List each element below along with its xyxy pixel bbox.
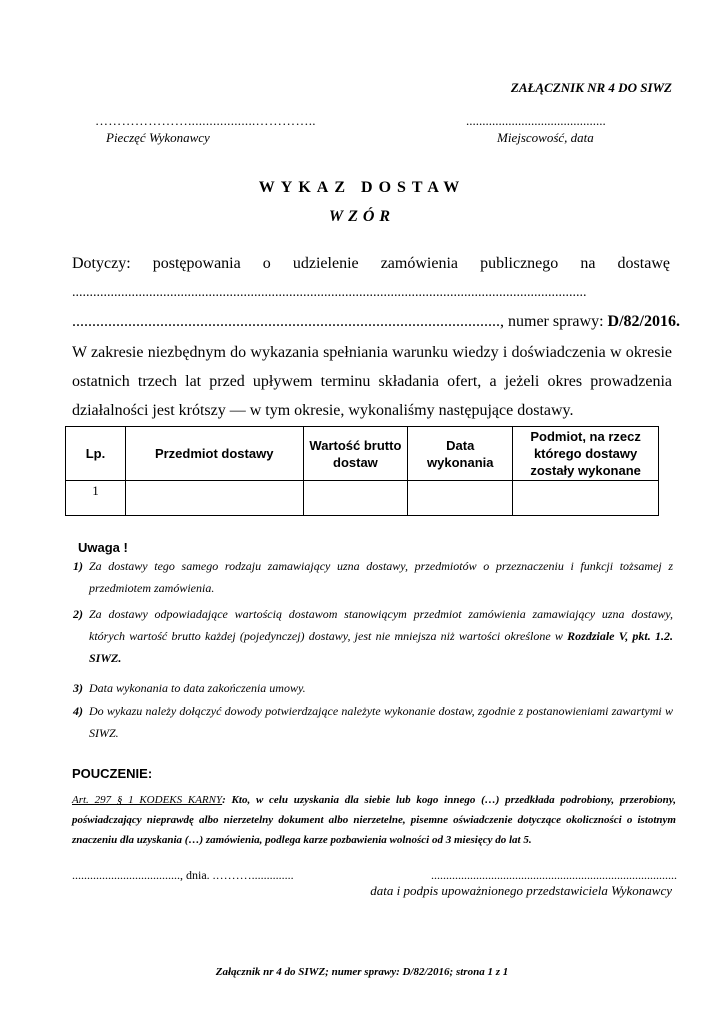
- place-dots: ...........................................: [466, 113, 606, 128]
- intro-word: dostawę: [617, 255, 670, 272]
- table-cell[interactable]: [303, 481, 408, 516]
- signature-label: data i podpis upoważnionego przedstawiciela Wykonawcy: [370, 883, 672, 898]
- note-text-wrapper: [73, 603, 673, 669]
- note-text: Za dostawy odpowiadające wartością dostawom stanowiącym przedmiot zamówienia zamawiający uzna dostawy, których wartość brutto każdej (pojedynczej) dostawy, jest nie mniejsza niż wartości określone w: [89, 607, 673, 643]
- document-title: WYKAZ DOSTAW: [258, 179, 466, 196]
- note-item: [73, 603, 673, 669]
- note-number: 4): [73, 704, 83, 718]
- annex-label: ZAŁĄCZNIK NR 4 DO SIWZ: [510, 80, 672, 95]
- date-place-field: ...................................., dnia. .………..............: [72, 868, 294, 882]
- article-reference: Art. 297 § 1 KODEKS KARNY: [72, 794, 223, 806]
- column-header: Data wykonania: [408, 427, 513, 481]
- pouczenie-heading: POUCZENIE:: [72, 766, 153, 781]
- intro-word: o: [262, 255, 271, 272]
- intro-word: na: [580, 255, 596, 272]
- note-number: 2): [73, 607, 83, 621]
- case-number-line: [72, 313, 680, 331]
- table-cell[interactable]: [408, 481, 513, 516]
- note-number: 3): [73, 681, 83, 695]
- intro-paragraph: W zakresie niezbędnym do wykazania spełniania warunku wiedzy i doświadczenia w okresie ostatnich trzech lat przed upływem terminu składania ofert, a jeżeli okres prowadzenia działalności jest krótszy — w tym okresie, wykonaliśmy następujące dostawy.: [72, 344, 672, 419]
- notes-heading: Uwaga !: [78, 540, 128, 555]
- document-subtitle: WZÓR: [328, 208, 396, 225]
- note-number: 1): [73, 559, 83, 573]
- column-header: Wartość brutto dostaw: [303, 427, 408, 481]
- penal-code-notice: [72, 790, 676, 850]
- column-header: Przedmiot dostawy: [125, 427, 303, 481]
- note-item: [73, 700, 673, 744]
- signature-field: ..................................................................................: [431, 868, 677, 882]
- stamp-label: Pieczęć Wykonawcy: [106, 130, 210, 145]
- column-header: Lp.: [66, 427, 126, 481]
- deliveries-table: [65, 426, 659, 516]
- note-text: Do wykazu należy dołączyć dowody potwierdzające należyte wykonanie dostaw, zgodnie z postanowieniami zawartymi w SIWZ.: [89, 704, 673, 740]
- intro-word: zamówienia: [380, 255, 458, 272]
- table-header-row: [66, 427, 659, 481]
- note-text: Data wykonania to data zakończenia umowy.: [89, 681, 306, 695]
- penal-code-text: : Kto, w celu uzyskania dla siebie lub kogo innego (…) przedkłada podrobiony, przerobiony, poświadczający nieprawdę albo nierzetelny dokument albo nierzetelne, pisemne oświadczenie dotyczące okoliczności o istotnym znaczeniu dla uzyskania (…) zamówienia, podlega karze pozbawienia wolności od 3 miesięcy do lat 5.: [72, 794, 676, 846]
- intro-word: postępowania: [152, 255, 241, 272]
- note-reference: Rozdziale V, pkt. 1.2. SIWZ.: [89, 629, 673, 665]
- table-cell[interactable]: [513, 481, 659, 516]
- intro-word: udzielenie: [292, 255, 359, 272]
- intro-word: Dotyczy:: [72, 255, 131, 272]
- column-header: Podmiot, na rzecz którego dostawy zostały wykonane: [513, 427, 659, 481]
- case-number: D/82/2016.: [607, 313, 680, 330]
- intro-line: [72, 255, 670, 273]
- note-item: [73, 677, 673, 699]
- note-text: Za dostawy tego samego rodzaju zamawiający uzna dostawy, przedmiotów o przeznaczeniu i funkcji tożsamej z przedmiotem zamówienia.: [89, 559, 673, 595]
- fill-in-dots: ...................................................................................................................................................: [72, 285, 587, 300]
- stamp-dots: …………………...................…………..: [95, 113, 316, 128]
- note-item: [73, 555, 673, 599]
- intro-word: publicznego: [480, 255, 559, 272]
- page-footer: Załącznik nr 4 do SIWZ; numer sprawy: D/82/2016; strona 1 z 1: [215, 966, 509, 978]
- table-cell[interactable]: [125, 481, 303, 516]
- table-cell[interactable]: 1: [66, 481, 126, 516]
- table-row: [66, 481, 659, 516]
- case-prefix: ..........................................................................................................., numer sprawy:: [72, 313, 608, 330]
- place-date-label: Miejscowość, data: [497, 130, 594, 145]
